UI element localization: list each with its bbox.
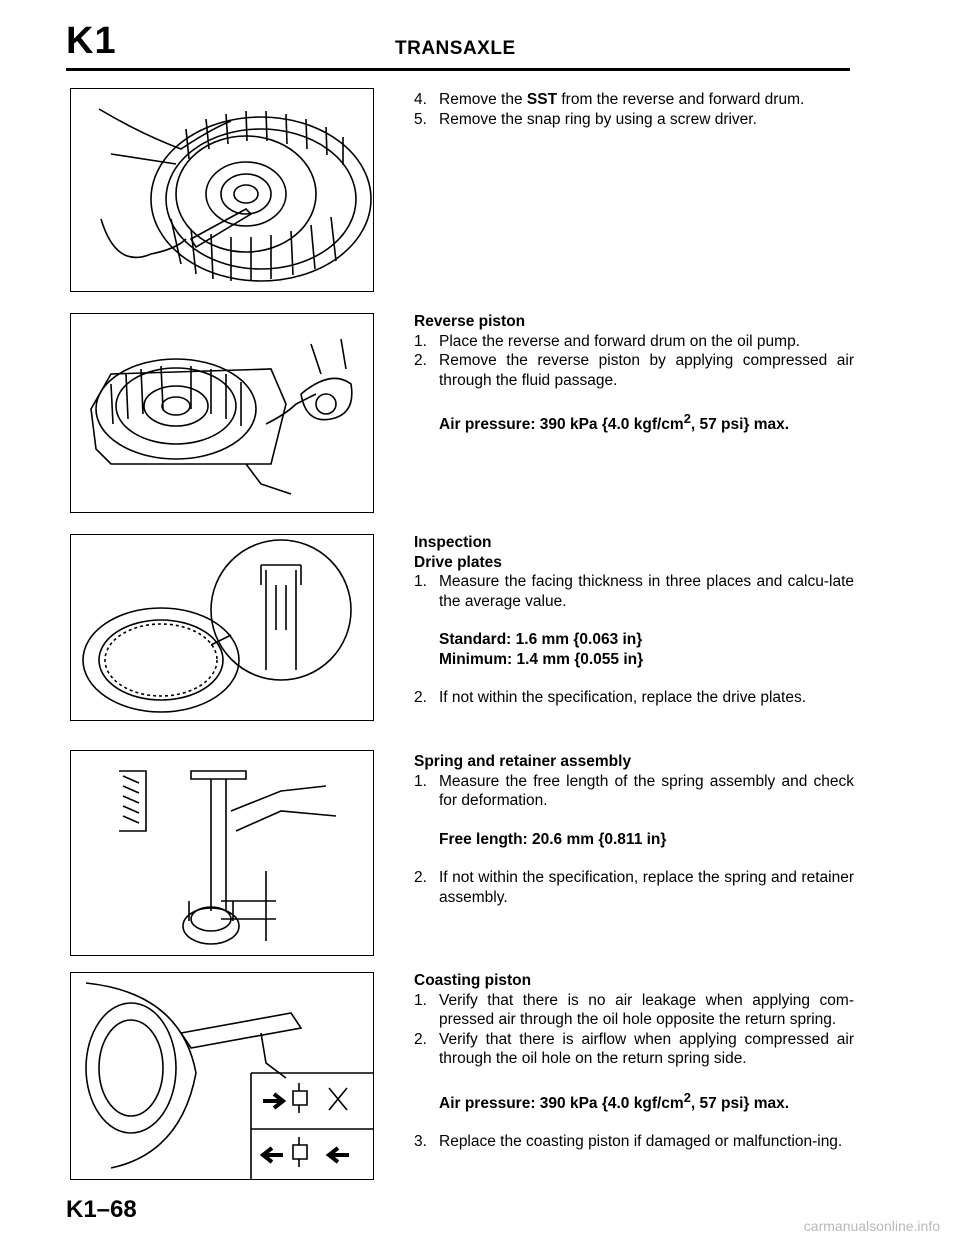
figure-reverse-piston: [70, 313, 374, 513]
figure-spring-retainer: [70, 750, 374, 956]
step-place-drum: 1. Place the reverse and forward drum on the oil pump.: [414, 332, 800, 350]
step-remove-reverse-piston: 2. Remove the reverse piston by applying compressed air through the fluid passage.: [414, 352, 854, 389]
heading-inspection: Inspection: [414, 534, 492, 551]
spring-retainer-illustration: [71, 751, 373, 955]
coasting-piston-illustration: [71, 973, 373, 1179]
step-remove-snap-ring: 5. Remove the snap ring by using a screw driver.: [414, 110, 757, 128]
drive-plate-illustration: [71, 535, 373, 720]
section-inspection-drive-plates: [414, 533, 854, 708]
airflow-blocked-icon: [263, 1083, 347, 1113]
heading-coasting-piston: Coasting piston: [414, 972, 532, 989]
spec-minimum: Minimum: 1.4 mm {0.055 in}: [439, 650, 644, 668]
page-title: TRANSAXLE: [395, 38, 516, 59]
step-verify-airflow: 2. Verify that there is airflow when applying compressed air through the oil hole on the return spring side.: [414, 1030, 854, 1067]
spec-air-pressure-coasting: Air pressure: 390 kPa {4.0 kgf/$cm^2$, 57 psi} max.: [439, 1089, 790, 1112]
watermark: carmanualsonline.info: [803, 1218, 940, 1234]
step-remove-sst: 4. Remove the SST from the reverse and forward drum.: [414, 91, 805, 108]
heading-drive-plates: Drive plates: [414, 553, 502, 571]
drum-snap-ring-illustration: [71, 89, 373, 291]
step-replace-drive-plates: 2. If not within the specification, replace the drive plates.: [414, 689, 807, 706]
reverse-piston-illustration: [71, 314, 373, 512]
step-measure-facing: 1. Measure the facing thickness in three places and calcu-late the average value.: [414, 573, 854, 610]
section-reverse-piston: [414, 312, 854, 435]
section-code: K1: [66, 20, 117, 62]
figure-coasting-piston: [70, 972, 374, 1180]
figure-drive-plate: [70, 534, 374, 721]
section-remove-sst: [414, 90, 854, 129]
step-replace-coasting-piston: 3. Replace the coasting piston if damaged or malfunction-ing.: [414, 1133, 843, 1151]
airflow-passing-icon: [263, 1137, 349, 1167]
page-number: K1–68: [66, 1196, 137, 1223]
step-verify-no-leak: 1. Verify that there is no air leakage when applying com-pressed air through the oil hole opposite the return spring.: [414, 991, 854, 1028]
header-rule: [66, 68, 850, 71]
figure-snap-ring-removal: [70, 88, 374, 292]
spec-free-length: Free length: 20.6 mm {0.811 in}: [439, 830, 667, 848]
spec-standard: Standard: 1.6 mm {0.063 in}: [439, 631, 643, 648]
section-spring-retainer: [414, 752, 854, 907]
heading-spring-retainer: Spring and retainer assembly: [414, 753, 632, 770]
step-replace-spring: 2. If not within the specification, replace the spring and retainer assembly.: [414, 869, 854, 906]
section-coasting-piston: [414, 971, 854, 1152]
spec-air-pressure: Air pressure: 390 kPa {4.0 kgf/$cm^2$, 57 psi} max.: [439, 411, 790, 434]
step-measure-free-length: 1. Measure the free length of the spring assembly and check for deformation.: [414, 772, 854, 809]
heading-reverse-piston: Reverse piston: [414, 313, 526, 330]
